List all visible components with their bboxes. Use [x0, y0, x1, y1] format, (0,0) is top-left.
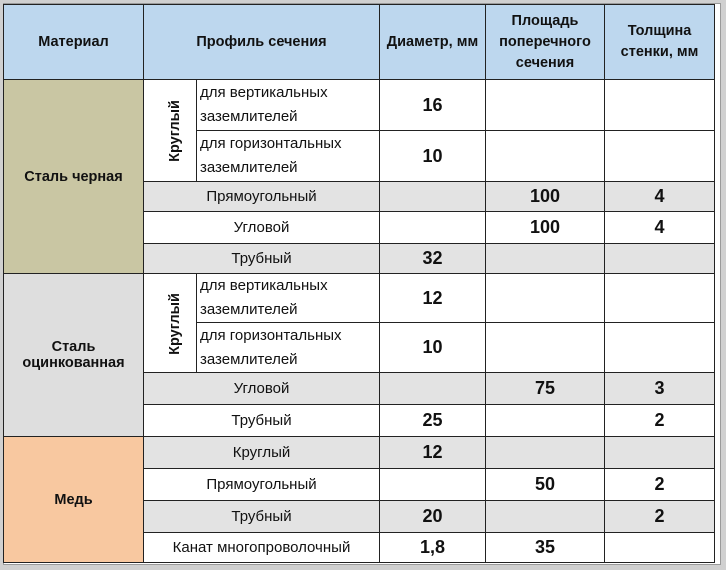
header-area: Площадь поперечного сечения — [486, 5, 605, 80]
table-row — [4, 274, 715, 323]
wall-value: 2 — [605, 405, 715, 437]
round-group-cell — [144, 80, 197, 182]
area-value — [486, 405, 605, 437]
profile-label: Трубный — [144, 405, 380, 437]
profile-label: Канат многопроволочный — [144, 533, 380, 563]
area-value: 100 — [486, 182, 605, 212]
wall-value: 3 — [605, 373, 715, 405]
wall-value — [605, 131, 715, 182]
profile-label: Трубный — [144, 501, 380, 533]
profile-label: Трубный — [144, 244, 380, 274]
wall-value — [605, 437, 715, 469]
diameter-value — [380, 182, 486, 212]
header-wall: Толщина стенки, мм — [605, 5, 715, 80]
table-row — [4, 437, 715, 469]
profile-label: Прямоугольный — [144, 469, 380, 501]
area-value — [486, 501, 605, 533]
area-value — [486, 437, 605, 469]
diameter-value: 20 — [380, 501, 486, 533]
header-row — [4, 5, 715, 80]
wall-value: 4 — [605, 212, 715, 244]
profile-label: для горизонтальных заземлителей — [197, 131, 380, 182]
round-vertical-label: Круглый — [166, 100, 183, 162]
profile-label: Прямоугольный — [144, 182, 380, 212]
area-value: 100 — [486, 212, 605, 244]
wall-value: 2 — [605, 469, 715, 501]
area-value — [486, 244, 605, 274]
wall-value — [605, 80, 715, 131]
header-diameter: Диаметр, мм — [380, 5, 486, 80]
area-value — [486, 131, 605, 182]
wall-value: 4 — [605, 182, 715, 212]
profile-label: Угловой — [144, 373, 380, 405]
wall-value: 2 — [605, 501, 715, 533]
profile-label: для вертикальных заземлителей — [197, 274, 380, 323]
diameter-value: 12 — [380, 274, 486, 323]
diameter-value: 16 — [380, 80, 486, 131]
round-group-cell — [144, 274, 197, 373]
header-material: Материал — [4, 5, 144, 80]
material-steel-black: Сталь черная — [4, 80, 144, 274]
table-row — [4, 80, 715, 131]
wall-value — [605, 323, 715, 373]
area-value: 75 — [486, 373, 605, 405]
diameter-value: 10 — [380, 131, 486, 182]
material-copper: Медь — [4, 437, 144, 563]
grounding-specs-table — [3, 4, 715, 563]
profile-label: Угловой — [144, 212, 380, 244]
diameter-value — [380, 469, 486, 501]
wall-value — [605, 244, 715, 274]
material-steel-galvanized: Сталь оцинкованная — [4, 274, 144, 437]
diameter-value: 12 — [380, 437, 486, 469]
diameter-value: 32 — [380, 244, 486, 274]
profile-label: Круглый — [144, 437, 380, 469]
wall-value — [605, 274, 715, 323]
area-value: 50 — [486, 469, 605, 501]
diameter-value — [380, 373, 486, 405]
round-vertical-label: Круглый — [166, 292, 183, 355]
profile-label: для вертикальных заземлителей — [197, 80, 380, 131]
area-value — [486, 323, 605, 373]
diameter-value — [380, 212, 486, 244]
area-value — [486, 274, 605, 323]
diameter-value: 1,8 — [380, 533, 486, 563]
header-profile: Профиль сечения — [144, 5, 380, 80]
wall-value — [605, 533, 715, 563]
diameter-value: 25 — [380, 405, 486, 437]
area-value — [486, 80, 605, 131]
profile-label: для горизонтальных заземлителей — [197, 323, 380, 373]
area-value: 35 — [486, 533, 605, 563]
diameter-value: 10 — [380, 323, 486, 373]
